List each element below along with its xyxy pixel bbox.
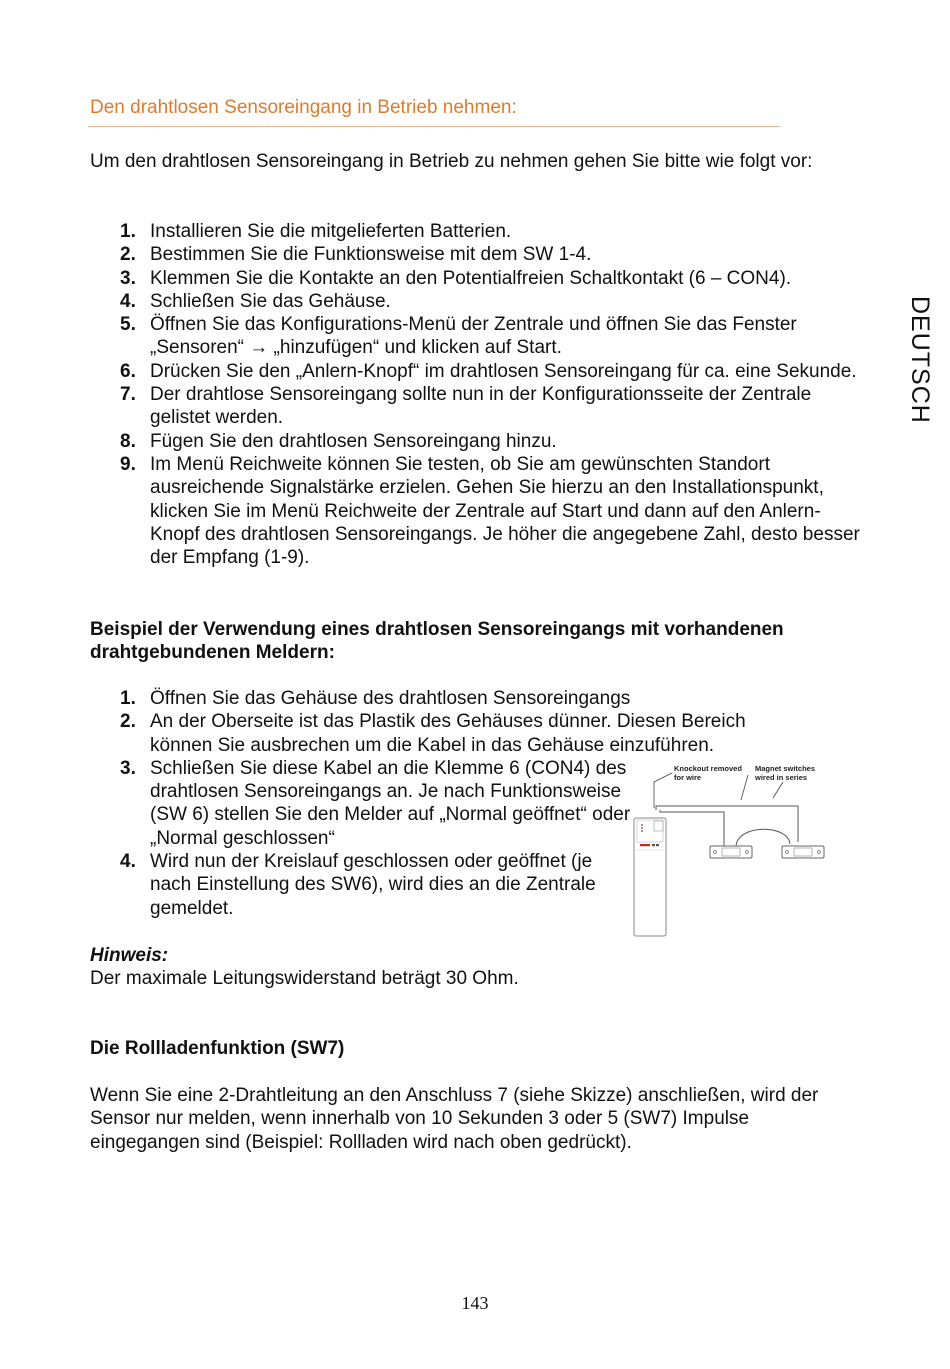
list-item: 2. Bestimmen Sie die Funktionsweise mit dem SW 1-4. (120, 244, 592, 266)
note-label: Hinweis: (90, 945, 169, 966)
list-item: 5. Öffnen Sie das Konfigurations-Menü der Zentrale und öffnen Sie das Fenster „Sensoren“ → „hinzufügen“ und klicken auf Start. (120, 314, 797, 359)
pointer-line (773, 782, 783, 798)
list-item: 1. Öffnen Sie das Gehäuse des drahtlosen Sensoreingangs (120, 688, 631, 709)
list-item: 4. Schließen Sie das Gehäuse. (120, 290, 391, 312)
terminal-block (640, 844, 650, 846)
wire (660, 810, 724, 846)
list-item: 7. Der drahtlose Sensoreingang sollte nun in der Konfigurationsseite der Zentrale gelistet werden. (120, 384, 812, 429)
rollladen-heading: Die Rollladenfunktion (SW7) (90, 1038, 345, 1059)
diagram-label: Magnet switches (755, 764, 816, 773)
section-heading: Den drahtlosen Sensoreingang in Betrieb nehmen: (90, 97, 517, 118)
list-item: 4. Wird nun der Kreislauf geschlossen oder geöffnet (je nach Einstellung des SW6), wird dies an die Zentrale gemeldet. (120, 851, 596, 919)
pointer-line (654, 773, 672, 782)
wiring-diagram (628, 760, 840, 940)
list-item: 1. Installieren Sie die mitgelieferten Batterien. (120, 221, 512, 242)
list-item: 3. Klemmen Sie die Kontakte an den Potentialfreien Schaltkontakt (6 – CON4). (120, 267, 792, 289)
intro-paragraph: Um den drahtlosen Sensoreingang in Betrieb zu nehmen gehen Sie bitte wie folgt vor: (90, 151, 813, 172)
arrow-right-icon: → (249, 337, 269, 359)
list-item: 8. Fügen Sie den drahtlosen Sensoreingang hinzu. (120, 430, 557, 452)
diagram-label: for wire (674, 773, 702, 782)
note-text: Der maximale Leitungswiderstand beträgt 30 Ohm. (90, 968, 519, 989)
pointer-line (741, 775, 748, 800)
led-icon (641, 827, 643, 829)
rollladen-paragraph: Wenn Sie eine 2-Drahtleitung an den Anschluss 7 (siehe Skizze) anschließen, wird der Sensor nur melden, wenn innerhalb von 10 Sekunden 3 oder 5 (SW7) Impulse eingegangen sind (Beispiel: Rollladen wird nach oben gedrückt). (90, 1085, 819, 1153)
list-item: 9. Im Menü Reichweite können Sie testen, ob Sie am gewünschten Standort ausreichende Signalstärke erzielen. Gehen Sie hierzu an den Installationspunkt, klicken Sie im Menü Reichweite der Zentrale auf Start und dann auf den Anlern-Knopf des drahtlosen Sensoreingangs. Je höher die angegebene Zahl, desto besser der Empfang (1-9). (120, 453, 860, 569)
diagram-label: Knockout removed (674, 764, 742, 773)
list-item: 6. Drücken Sie den „Anlern-Knopf“ im drahtlosen Sensoreingang für ca. eine Sekunde. (120, 360, 857, 382)
sensor-housing (634, 818, 666, 936)
diagram-label: wired in series (755, 773, 808, 782)
list-item: 2. An der Oberseite ist das Plastik des Gehäuses dünner. Diesen Bereich können Sie ausbrechen um die Kabel in das Gehäuse einzuführen. (120, 711, 746, 756)
language-tab-label: DEUTSCH (906, 296, 934, 424)
wire (656, 806, 798, 842)
setup-steps-list (90, 220, 865, 569)
example-heading: Beispiel der Verwendung eines drahtlosen Sensoreingangs mit vorhandenen drahtgebundenen Meldern: (90, 619, 784, 664)
wire (736, 829, 790, 846)
list-item: 3. Schließen Sie diese Kabel an die Klemme 6 (CON4) des drahtlosen Sensoreingangs an. Je nach Funktionsweise (SW 6) stellen Sie den Melder auf „Normal geöffnet“ oder „Normal geschlossen“ (120, 757, 631, 849)
heading-divider (88, 126, 780, 127)
page-number: 143 (461, 1293, 489, 1313)
